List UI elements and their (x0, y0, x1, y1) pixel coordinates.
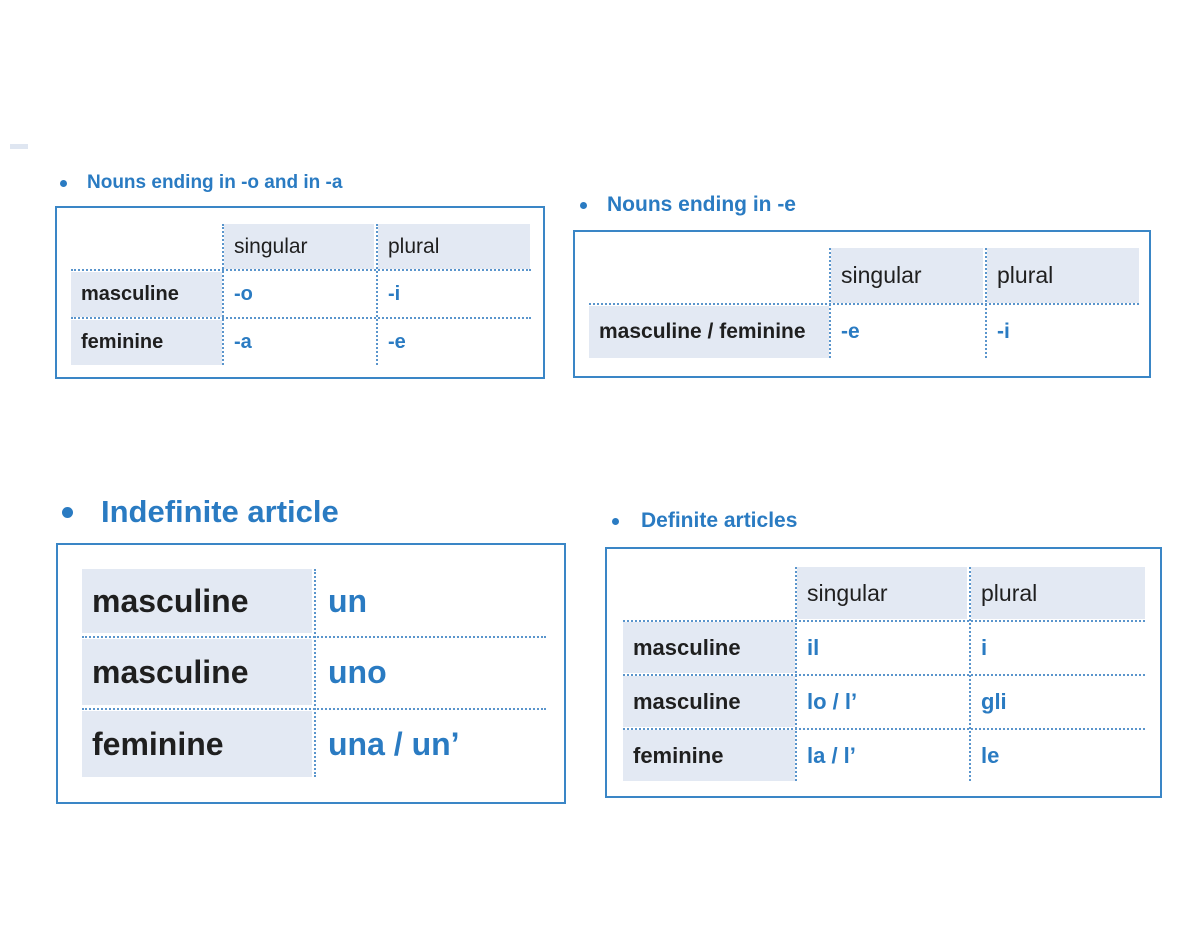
table-nouns-o-a (55, 206, 545, 379)
row-label-text: feminine (633, 742, 724, 768)
value-text: uno (328, 653, 387, 690)
cell-singular (797, 676, 967, 727)
bullet-icon (62, 507, 73, 518)
cell-value: -i (388, 283, 401, 305)
row-divider (623, 620, 1145, 622)
column-divider (969, 567, 971, 781)
header-cell-plural (378, 224, 530, 269)
section-heading-indefinite (62, 492, 339, 532)
section-title: Indefinite article (101, 494, 339, 529)
header-label: plural (388, 234, 440, 258)
article-value (318, 639, 538, 705)
header-cell-plural (971, 567, 1145, 619)
row-label-feminine (71, 320, 222, 365)
header-label: singular (841, 262, 922, 288)
cell-value: -e (388, 331, 406, 353)
column-divider (376, 224, 378, 365)
row-label (623, 622, 795, 673)
section-heading-definite (612, 507, 797, 535)
row-divider (589, 303, 1139, 305)
row-label-masc-fem (589, 306, 829, 358)
column-divider (222, 224, 224, 365)
bullet-icon (60, 180, 67, 187)
row-label: masculine / feminine (599, 320, 806, 343)
row-label-text: masculine (92, 582, 249, 619)
cell-singular (797, 730, 967, 781)
value-text: una / un’ (328, 725, 460, 762)
bullet-icon (612, 518, 619, 525)
cell-plural (971, 730, 1141, 781)
cell-value: la / l’ (807, 742, 856, 768)
header-label: plural (997, 262, 1054, 288)
cell-fem-singular (224, 320, 374, 365)
article-value (318, 711, 538, 777)
row-label-text: masculine (92, 653, 249, 690)
table-indefinite (56, 543, 566, 804)
value-text: un (328, 582, 368, 619)
header-label: singular (807, 579, 888, 606)
header-cell-singular (797, 567, 967, 619)
cell-value: gli (981, 688, 1007, 714)
row-label-masculine (71, 272, 222, 317)
section-title: Definite articles (641, 509, 798, 532)
row-label (623, 676, 795, 727)
decorative-tick (10, 144, 28, 149)
section-heading-nouns-e (580, 191, 796, 219)
cell-singular (797, 622, 967, 673)
row-label (82, 711, 312, 777)
row-label-text: masculine (633, 634, 741, 660)
row-divider (623, 728, 1145, 730)
cell-value: le (981, 742, 1000, 768)
cell-value: lo / l’ (807, 688, 858, 714)
table-nouns-e (573, 230, 1151, 378)
cell-plural (971, 676, 1141, 727)
row-label-text: feminine (92, 725, 224, 762)
header-cell-singular (224, 224, 374, 269)
header-cell-plural (987, 248, 1139, 303)
column-divider (829, 248, 831, 358)
row-label: masculine (81, 283, 179, 305)
cell-plural (971, 622, 1141, 673)
row-label: feminine (81, 331, 164, 353)
row-label-text: masculine (633, 688, 741, 714)
section-heading-nouns-o-a (60, 170, 342, 196)
row-label (82, 569, 312, 633)
header-cell-singular (831, 248, 983, 303)
row-divider (71, 269, 531, 271)
cell-singular (831, 306, 981, 358)
cell-value: il (807, 634, 820, 660)
row-divider (71, 317, 531, 319)
column-divider (985, 248, 987, 358)
table-definite (605, 547, 1162, 798)
cell-value: -e (841, 320, 860, 343)
cell-value: -a (234, 331, 252, 353)
row-divider (623, 674, 1145, 676)
cell-value: i (981, 634, 988, 660)
cell-masc-plural (378, 272, 528, 317)
column-divider (795, 567, 797, 781)
header-label: plural (981, 579, 1038, 606)
row-label (82, 639, 312, 705)
cell-masc-singular (224, 272, 374, 317)
row-label (623, 730, 795, 781)
cell-plural (987, 306, 1137, 358)
bullet-icon (580, 202, 587, 209)
section-title: Nouns ending in -e (607, 193, 796, 216)
header-label: singular (234, 234, 308, 258)
cell-fem-plural (378, 320, 528, 365)
cell-value: -i (997, 320, 1010, 343)
cell-value: -o (234, 283, 253, 305)
column-divider (314, 569, 316, 777)
article-value (318, 569, 538, 633)
section-title: Nouns ending in -o and in -a (87, 172, 343, 193)
